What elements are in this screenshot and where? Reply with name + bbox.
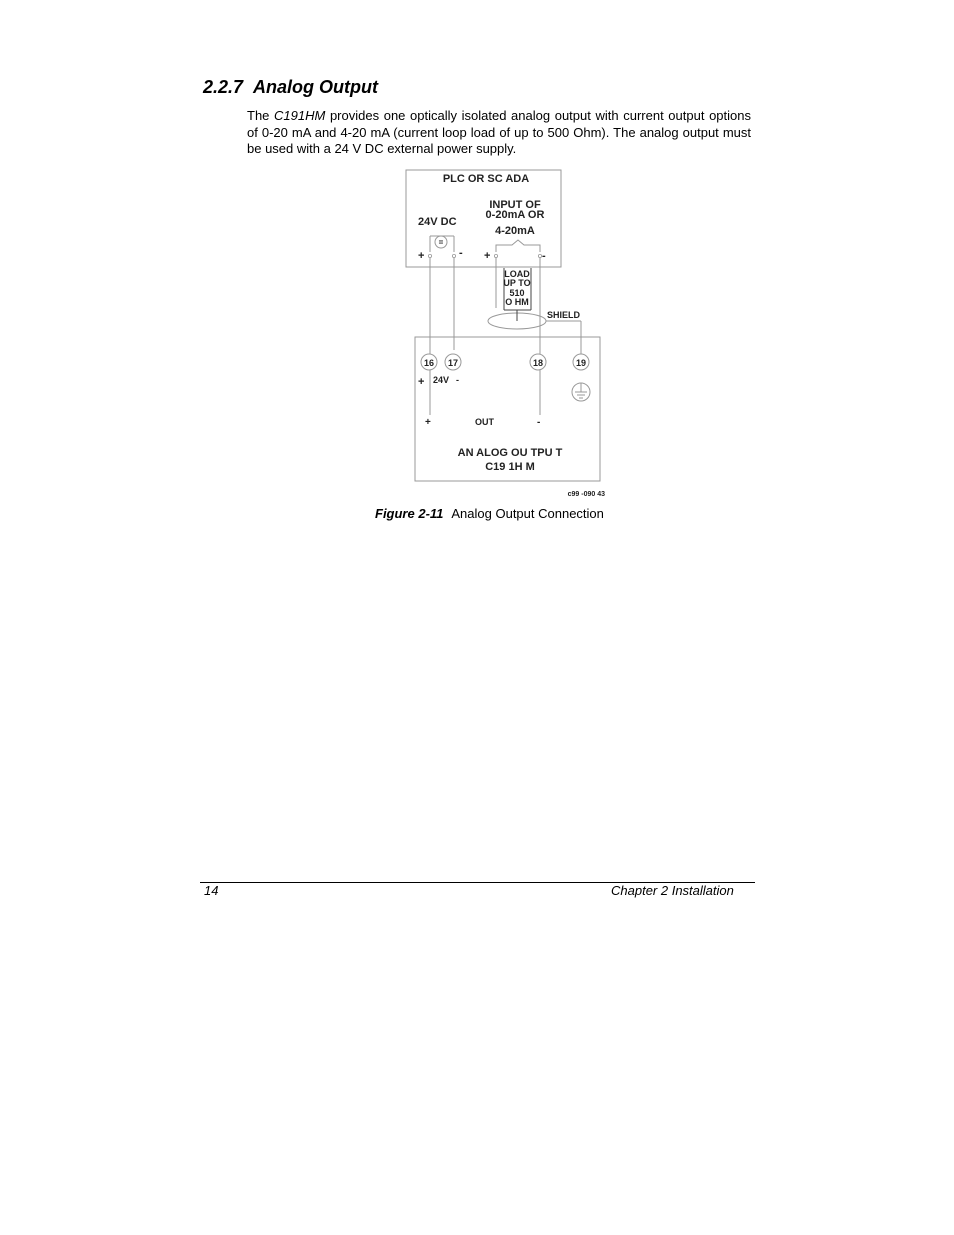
load-line2: UP TO (503, 278, 531, 288)
terminal-19-label: 19 (575, 358, 587, 368)
section-title: Analog Output (253, 77, 379, 97)
device-minus: - (456, 375, 459, 385)
section-number: 2.2.7 (203, 77, 244, 97)
input-line2: 0-20mA OR (485, 209, 545, 221)
shield-label: SHIELD (547, 310, 581, 320)
load-line1: LOAD (504, 269, 530, 279)
figure-code: c99 -090 43 (567, 491, 605, 498)
supply-label: 24V (433, 375, 450, 385)
out-minus: - (537, 417, 541, 428)
supply-minus: - (459, 247, 463, 259)
supply-plus: + (418, 250, 425, 262)
input-plus: + (484, 250, 491, 262)
product-name: C191HM (274, 108, 326, 123)
terminal-16-label: 16 (423, 358, 435, 368)
device-box (415, 337, 600, 481)
input-minus: - (542, 250, 546, 262)
caption-text: Analog Output Connection (451, 506, 604, 521)
dc-label: 24V DC (418, 216, 457, 228)
device-title-line2: C19 1H M (485, 461, 535, 473)
load-line4: O HM (505, 297, 529, 307)
paragraph-lead: The (247, 108, 275, 123)
figure-caption (375, 506, 604, 521)
device-title-line1: AN ALOG OU TPU T (457, 447, 563, 459)
input-line3: 4-20mA (495, 225, 535, 237)
intro-paragraph (247, 108, 751, 158)
device-plus: + (418, 376, 425, 388)
analog-output-diagram (380, 160, 620, 505)
input-line1: INPUT OF (489, 199, 541, 211)
footer-chapter: Chapter 2 Installation (611, 883, 734, 898)
footer-page-number: 14 (204, 883, 219, 898)
plc-title: PLC OR SC ADA (442, 173, 530, 185)
out-label: OUT (475, 417, 494, 427)
load-line3: 510 (509, 288, 525, 298)
equiv-symbol: = (438, 238, 444, 247)
out-plus: + (425, 417, 431, 428)
caption-label: Figure 2-11 (375, 506, 444, 521)
terminal-17-label: 17 (447, 358, 459, 368)
terminal-18-label: 18 (532, 358, 544, 368)
paragraph-body: provides one optically isolated analog output with current output options of 0-20 mA and 4-20 mA (current loop load of up to 500 Ohm). The analog output must be used with a 24 V DC external power supply. (247, 108, 751, 156)
section-heading (203, 77, 378, 98)
